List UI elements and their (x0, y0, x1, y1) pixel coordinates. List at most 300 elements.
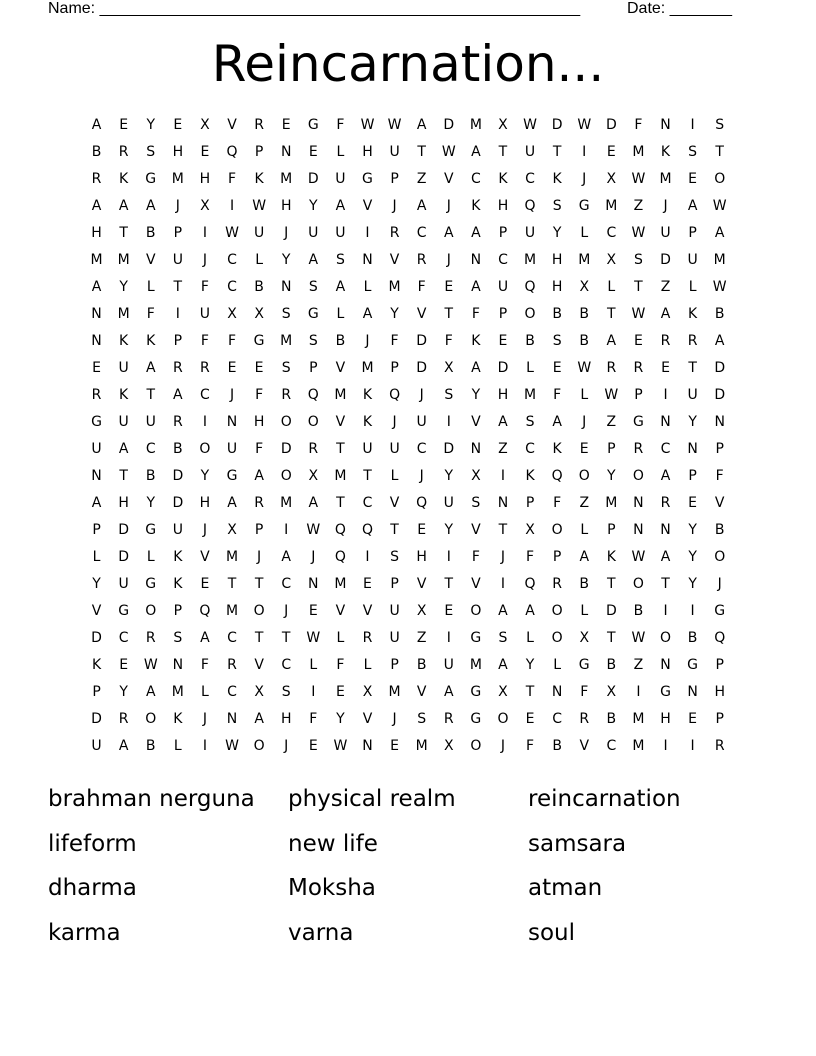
grid-letter: U (145, 413, 156, 430)
grid-letter: T (254, 575, 264, 592)
grid-row (83, 570, 734, 597)
grid-letter: Q (307, 386, 319, 403)
grid-letter: C (227, 278, 237, 295)
grid-letter: X (606, 170, 617, 187)
grid-letter: I (663, 737, 668, 754)
grid-letter: X (606, 683, 617, 700)
grid-letter: D (443, 116, 455, 133)
grid-letter: F (336, 656, 345, 673)
grid-letter: E (335, 683, 345, 700)
grid-letter: D (416, 332, 428, 349)
grid-letter: W (604, 386, 619, 403)
date-field-line: Date: _______ (627, 0, 732, 17)
grid-letter: R (172, 359, 183, 376)
grid-letter: J (582, 413, 587, 430)
grid-letter: F (390, 332, 399, 349)
grid-letter: X (498, 683, 508, 700)
grid-letter: G (470, 629, 482, 646)
grid-letter: B (145, 224, 156, 241)
grid-letter: N (91, 467, 102, 484)
grid-letter: R (552, 575, 562, 592)
grid-letter: C (660, 440, 671, 457)
grid-letter: R (254, 116, 264, 133)
grid-letter: W (712, 197, 727, 214)
grid-letter: T (336, 494, 345, 511)
grid-letter: E (308, 737, 318, 754)
grid-letter: A (471, 359, 481, 376)
grid-letter: S (281, 359, 291, 376)
grid-letter: L (526, 359, 534, 376)
grid-letter: X (525, 521, 535, 538)
grid-letter: O (307, 413, 319, 430)
grid-letter: F (471, 305, 480, 322)
grid-letter: P (688, 224, 697, 241)
grid-letter: T (688, 359, 697, 376)
grid-letter: F (553, 386, 562, 403)
grid-letter: B (145, 467, 156, 484)
grid-letter: A (118, 197, 129, 214)
grid-letter: V (714, 494, 725, 511)
grid-letter: K (471, 332, 481, 349)
grid-letter: I (690, 116, 695, 133)
grid-letter: M (334, 386, 347, 403)
grid-letter: R (660, 494, 671, 511)
grid-letter: J (419, 386, 424, 403)
grid-letter: A (173, 386, 183, 403)
grid-letter: R (362, 629, 373, 646)
grid-letter: R (606, 359, 617, 376)
grid-letter: T (146, 386, 156, 403)
grid-letter: J (663, 197, 668, 214)
grid-letter: X (471, 467, 481, 484)
grid-letter: U (118, 413, 129, 430)
grid-letter: B (579, 332, 590, 349)
word-bank-row (48, 911, 788, 956)
grid-letter: B (714, 305, 725, 322)
grid-letter: H (280, 710, 292, 727)
grid-letter: E (688, 494, 698, 511)
grid-letter: Z (633, 656, 644, 673)
grid-letter: P (390, 170, 399, 187)
grid-letter: C (145, 440, 156, 457)
grid-letter: C (281, 575, 292, 592)
word-bank-item: new life (288, 830, 378, 857)
word-bank-item: physical realm (288, 786, 456, 813)
grid-letter: U (524, 224, 536, 241)
grid-letter: U (497, 278, 509, 295)
grid-letter: B (552, 305, 562, 322)
grid-letter: T (336, 440, 345, 457)
grid-letter: M (334, 575, 347, 592)
grid-letter: U (253, 224, 265, 241)
grid-letter: T (607, 305, 616, 322)
grid-letter: A (308, 494, 319, 511)
grid-letter: G (714, 602, 726, 619)
grid-letter: D (91, 629, 102, 646)
grid-letter: V (200, 548, 210, 565)
grid-letter: D (714, 386, 726, 403)
grid-letter: K (688, 305, 698, 322)
letter-grid (83, 111, 734, 759)
grid-letter: Y (688, 521, 697, 538)
grid-letter: F (336, 116, 345, 133)
grid-letter: F (255, 440, 264, 457)
grid-letter: F (471, 548, 480, 565)
grid-letter: R (172, 413, 183, 430)
grid-letter: E (119, 116, 129, 133)
grid-letter: N (172, 656, 184, 673)
grid-letter: J (392, 710, 397, 727)
grid-letter: E (633, 332, 643, 349)
grid-letter: S (471, 494, 481, 511)
grid-letter: V (471, 575, 481, 592)
grid-letter: O (551, 602, 563, 619)
grid-letter: P (173, 332, 183, 349)
grid-letter: M (361, 359, 374, 376)
grid-letter: A (443, 683, 454, 700)
puzzle-title: Reincarnation... (211, 35, 605, 93)
grid-letter: W (225, 737, 239, 754)
grid-letter: K (173, 548, 183, 565)
grid-letter: Z (579, 494, 590, 511)
grid-letter: L (309, 656, 318, 673)
grid-letter: G (362, 170, 373, 187)
grid-letter: Y (688, 575, 697, 592)
grid-letter: K (173, 575, 183, 592)
grid-letter: W (333, 737, 348, 754)
grid-letter: F (444, 332, 453, 349)
grid-letter: P (173, 602, 183, 619)
grid-letter: N (91, 305, 102, 322)
word-bank-item: soul (528, 919, 576, 946)
grid-letter: O (551, 521, 563, 538)
grid-letter: S (417, 710, 427, 727)
grid-row (83, 516, 734, 543)
grid-letter: U (389, 602, 400, 619)
grid-letter: T (281, 629, 291, 646)
grid-letter: E (552, 359, 562, 376)
grid-letter: P (92, 683, 101, 700)
grid-letter: R (389, 224, 400, 241)
grid-letter: N (470, 251, 482, 268)
grid-letter: S (146, 143, 156, 160)
grid-letter: V (362, 710, 373, 727)
grid-letter: M (117, 305, 130, 322)
grid-letter: J (419, 467, 424, 484)
grid-letter: Z (416, 629, 427, 646)
grid-letter: L (201, 683, 209, 700)
grid-letter: R (416, 251, 427, 268)
grid-letter: V (91, 602, 102, 619)
grid-letter: Y (146, 494, 156, 511)
grid-letter: A (145, 683, 156, 700)
grid-letter: Z (498, 440, 508, 457)
grid-letter: D (443, 440, 455, 457)
grid-letter: A (471, 143, 481, 160)
grid-letter: X (308, 467, 319, 484)
grid-letter: P (92, 521, 101, 538)
grid-letter: L (607, 278, 616, 295)
grid-letter: H (91, 224, 102, 241)
word-bank-item: karma (48, 919, 121, 946)
grid-letter: J (500, 548, 506, 565)
grid-letter: W (143, 656, 158, 673)
grid-letter: G (470, 683, 482, 700)
grid-letter: M (415, 737, 428, 754)
grid-letter: R (633, 440, 644, 457)
grid-letter: C (227, 629, 237, 646)
grid-letter: A (335, 197, 346, 214)
grid-letter: F (227, 170, 237, 187)
grid-letter: A (498, 413, 508, 430)
grid-letter: L (336, 629, 345, 646)
grid-letter: B (714, 521, 725, 538)
grid-letter: L (92, 548, 101, 565)
grid-letter: V (335, 413, 346, 430)
grid-row (83, 435, 734, 462)
grid-letter: T (119, 224, 128, 241)
grid-letter: A (498, 602, 508, 619)
grid-letter: W (306, 521, 321, 538)
grid-row (83, 732, 734, 759)
grid-letter: R (118, 710, 129, 727)
grid-letter: F (200, 332, 209, 349)
grid-letter: H (199, 170, 211, 187)
grid-letter: O (253, 737, 265, 754)
grid-letter: E (688, 710, 698, 727)
grid-letter: U (389, 440, 400, 457)
grid-letter: V (362, 602, 373, 619)
grid-letter: U (416, 413, 427, 430)
grid-letter: L (363, 278, 372, 295)
grid-letter: U (389, 143, 400, 160)
grid-letter: T (634, 278, 643, 295)
grid-letter: J (446, 251, 451, 268)
word-bank-row (48, 777, 788, 822)
grid-letter: J (175, 197, 180, 214)
grid-letter: W (712, 278, 727, 295)
grid-letter: O (632, 575, 644, 592)
grid-letter: C (498, 251, 508, 268)
grid-letter: D (307, 170, 319, 187)
grid-letter: V (443, 170, 454, 187)
grid-letter: E (579, 440, 589, 457)
grid-letter: N (660, 413, 671, 430)
grid-letter: C (227, 683, 237, 700)
grid-letter: Y (390, 305, 399, 322)
grid-letter: U (226, 440, 238, 457)
grid-letter: O (524, 305, 536, 322)
grid-letter: X (362, 683, 373, 700)
grid-letter: D (118, 521, 130, 538)
grid-letter: B (254, 278, 264, 295)
grid-letter: M (334, 467, 347, 484)
grid-letter: L (526, 629, 534, 646)
grid-letter: E (200, 575, 210, 592)
grid-row (83, 597, 734, 624)
grid-letter: E (227, 359, 237, 376)
grid-letter: C (525, 440, 535, 457)
grid-letter: I (663, 602, 668, 619)
grid-letter: E (417, 521, 427, 538)
grid-letter: Q (524, 197, 536, 214)
grid-letter: E (363, 575, 372, 592)
word-bank-item: brahman nerguna (48, 786, 255, 813)
grid-letter: M (280, 170, 293, 187)
grid-letter: Y (552, 224, 562, 241)
grid-letter: S (688, 143, 698, 160)
grid-letter: C (281, 656, 292, 673)
grid-letter: M (713, 251, 726, 268)
grid-letter: Y (444, 521, 454, 538)
word-bank-item: dharma (48, 875, 137, 902)
grid-letter: X (200, 116, 210, 133)
grid-letter: D (714, 359, 726, 376)
grid-letter: V (416, 683, 427, 700)
word-bank-item: Moksha (288, 875, 376, 902)
grid-letter: M (605, 494, 618, 511)
grid-letter: I (202, 224, 207, 241)
grid-letter: Y (607, 467, 616, 484)
grid-letter: A (118, 737, 129, 754)
grid-letter: A (714, 224, 725, 241)
grid-letter: F (553, 494, 562, 511)
grid-letter: F (715, 467, 724, 484)
grid-letter: H (118, 494, 129, 511)
grid-letter: B (525, 332, 535, 349)
grid-row (83, 246, 734, 273)
grid-letter: M (605, 197, 618, 214)
grid-letter: J (202, 521, 207, 538)
grid-letter: K (362, 413, 373, 430)
grid-letter: I (311, 683, 316, 700)
grid-letter: A (525, 602, 535, 619)
grid-letter: D (91, 710, 102, 727)
grid-letter: L (363, 656, 372, 673)
grid-letter: B (633, 602, 644, 619)
grid-letter: X (227, 305, 237, 322)
grid-letter: Q (226, 143, 238, 160)
grid-letter: V (471, 521, 481, 538)
grid-letter: H (551, 251, 563, 268)
grid-letter: G (253, 332, 265, 349)
grid-letter: H (362, 143, 373, 160)
grid-letter: L (580, 386, 589, 403)
grid-letter: Q (416, 494, 428, 511)
grid-letter: G (145, 521, 157, 538)
grid-letter: N (280, 278, 292, 295)
grid-letter: M (171, 683, 184, 700)
grid-letter: Z (416, 170, 427, 187)
grid-letter: U (118, 359, 129, 376)
grid-letter: J (284, 737, 289, 754)
grid-letter: D (605, 602, 617, 619)
grid-letter: N (633, 494, 644, 511)
grid-row (83, 300, 734, 327)
grid-letter: H (497, 197, 509, 214)
grid-letter: I (175, 305, 180, 322)
grid-letter: W (225, 224, 239, 241)
grid-letter: B (91, 143, 102, 160)
grid-letter: C (470, 170, 481, 187)
grid-letter: M (280, 332, 293, 349)
grid-letter: E (92, 359, 101, 376)
grid-letter: Z (660, 278, 671, 295)
grid-letter: W (387, 116, 402, 133)
grid-letter: I (365, 548, 370, 565)
grid-letter: O (660, 629, 672, 646)
grid-letter: W (631, 170, 646, 187)
grid-letter: T (173, 278, 183, 295)
grid-letter: F (526, 548, 535, 565)
grid-letter: L (580, 224, 589, 241)
grid-letter: W (523, 116, 537, 133)
grid-letter: K (119, 386, 129, 403)
grid-letter: W (252, 197, 267, 214)
grid-letter: E (119, 656, 129, 673)
grid-letter: Z (606, 413, 617, 430)
grid-letter: Q (551, 467, 563, 484)
grid-letter: G (632, 413, 644, 430)
grid-letter: V (416, 575, 427, 592)
grid-letter: N (714, 413, 725, 430)
grid-letter: W (631, 305, 646, 322)
grid-letter: U (389, 629, 400, 646)
grid-letter: C (552, 710, 563, 727)
grid-letter: T (390, 521, 399, 538)
grid-letter: A (91, 494, 102, 511)
grid-letter: J (202, 710, 207, 727)
grid-letter: R (660, 332, 671, 349)
word-bank-row (48, 866, 788, 911)
grid-letter: E (254, 359, 264, 376)
grid-letter: U (687, 251, 698, 268)
grid-letter: E (173, 116, 183, 133)
grid-letter: J (582, 170, 587, 187)
grid-letter: G (145, 575, 157, 592)
grid-letter: T (715, 143, 724, 160)
grid-letter: A (660, 548, 671, 565)
grid-letter: N (362, 251, 373, 268)
grid-letter: L (255, 251, 264, 268)
grid-letter: H (253, 413, 265, 430)
grid-letter: N (470, 440, 482, 457)
grid-letter: O (280, 467, 292, 484)
grid-letter: O (145, 602, 157, 619)
grid-letter: K (91, 656, 102, 673)
grid-letter: K (173, 710, 183, 727)
grid-letter: M (524, 251, 537, 268)
grid-letter: P (688, 467, 697, 484)
grid-letter: V (416, 305, 427, 322)
grid-letter: A (118, 440, 129, 457)
grid-letter: T (119, 467, 128, 484)
grid-letter: A (91, 197, 102, 214)
grid-letter: N (687, 683, 698, 700)
word-bank-item: reincarnation (528, 786, 681, 813)
grid-letter: A (254, 710, 264, 727)
grid-letter: O (253, 602, 265, 619)
grid-row (83, 381, 734, 408)
grid-letter: G (226, 467, 238, 484)
grid-letter: G (578, 656, 590, 673)
grid-letter: M (524, 386, 537, 403)
grid-letter: K (552, 170, 562, 187)
grid-letter: X (227, 521, 237, 538)
grid-letter: P (607, 521, 616, 538)
grid-letter: X (579, 278, 590, 295)
grid-letter: Z (633, 197, 644, 214)
